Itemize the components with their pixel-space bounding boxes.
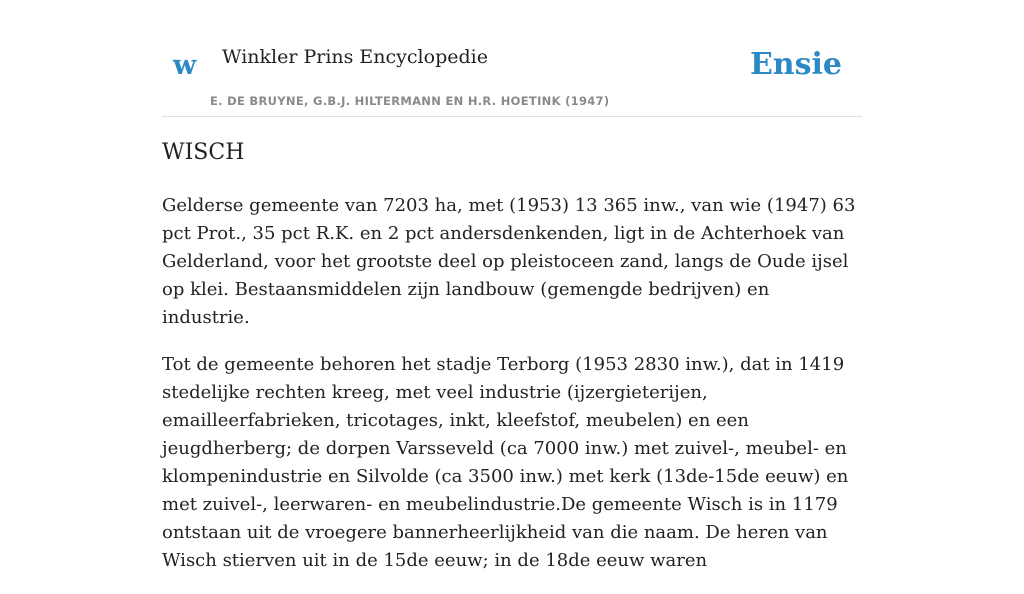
publication-authors: E. DE BRUYNE, G.B.J. HILTERMANN EN H.R. HOETINK (1947): [210, 94, 610, 108]
entry-paragraph: Gelderse gemeente van 7203 ha, met (1953) 13 365 inw., van wie (1947) 63 pct Prot., 35 pct R.K. en 2 pct andersdenkenden, ligt in de Achterhoek van Gelderland, voor het grootste deel op pleistoceen zand, langs de Oude ijsel op klei. Bestaansmiddelen zijn landbouw (gemengde bedrijven) en industrie.: [162, 195, 856, 328]
publication-logo-icon[interactable]: w: [173, 50, 197, 81]
header: [162, 0, 862, 117]
publication-title[interactable]: Winkler Prins Encyclopedie: [222, 46, 488, 68]
entry-body: [162, 192, 862, 594]
brand-logo[interactable]: Ensie: [749, 47, 842, 82]
page: [162, 0, 862, 571]
entry-title: WISCH: [162, 140, 245, 165]
entry-paragraph: Tot de gemeente behoren het stadje Terborg (1953 2830 inw.), dat in 1419 stedelijke rechten kreeg, met veel industrie (ijzergieterijen, emailleerfabrieken, tricotages, inkt, kleefstof, meubelen) en een jeugdherberg; de dorpen Varsseveld (ca 7000 inw.) met zuivel-, meubel- en klompenindustrie en Silvolde (ca 3500 inw.) met kerk (13de-15de eeuw) en met zuivel-, leerwaren- en meubelindustrie.De gemeente Wisch is in 1179 ontstaan uit de vroegere bannerheerlijkheid van die naam. De heren van Wisch stierven uit in de 15de eeuw; in de 18de eeuw waren: [162, 354, 849, 571]
